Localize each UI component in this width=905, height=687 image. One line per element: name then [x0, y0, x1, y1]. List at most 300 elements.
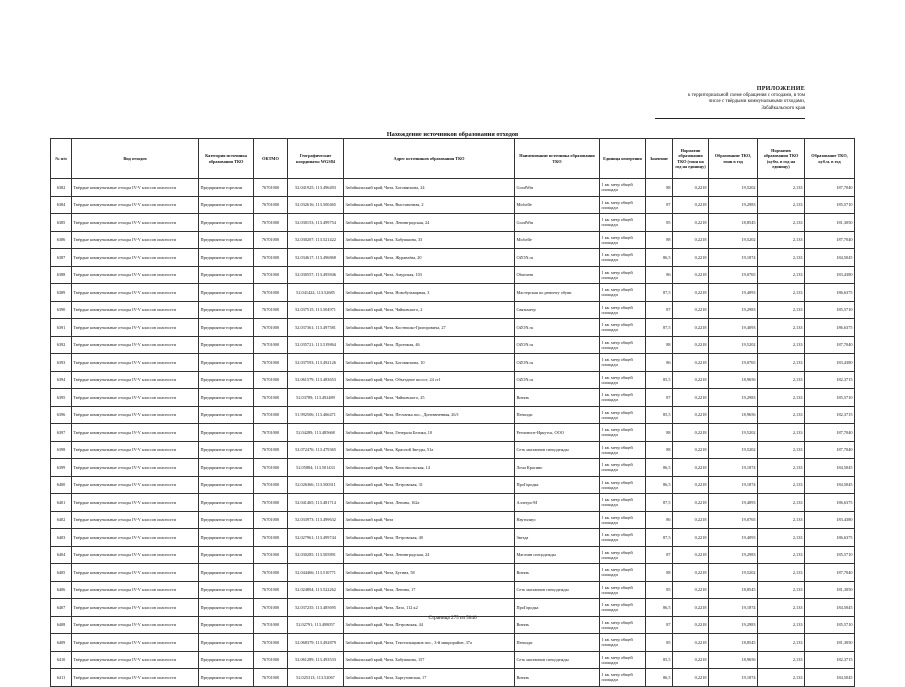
- cell-address: Забайкальский край, Чита, Костюшко-Григоровича, 27: [344, 319, 515, 337]
- cell-norm-cubic: 2,133: [758, 389, 805, 407]
- cell-oktmo-code: 76701000: [254, 389, 288, 407]
- cell-value: 88: [646, 231, 673, 249]
- cell-tons-per-year: 19,2983: [709, 301, 758, 319]
- cell-cubic-per-year: 186,6375: [805, 319, 855, 337]
- cell-norm-tons: 0,2218: [673, 301, 709, 319]
- cell-row-number: 6384: [51, 196, 72, 214]
- cell-unit: 1 кв. метр общей площади: [600, 266, 646, 284]
- cell-source-category: Предприятия торговли: [199, 179, 254, 197]
- cell-coordinates: 52.025313; 113.52067: [288, 669, 344, 687]
- cell-coordinates: 52.02791; 113.498057: [288, 616, 344, 634]
- cell-value: 85: [646, 581, 673, 599]
- waste-sources-table: [50, 138, 855, 687]
- table-row: [51, 459, 855, 477]
- cell-oktmo-code: 76701000: [254, 529, 288, 547]
- cell-value: 88: [646, 441, 673, 459]
- cell-norm-cubic: 2,133: [758, 599, 805, 617]
- cell-source-name: Витязь: [515, 389, 600, 407]
- table-header-row: [51, 139, 855, 179]
- cell-source-category: Предприятия торговли: [199, 669, 254, 687]
- cell-source-category: Предприятия торговли: [199, 581, 254, 599]
- cell-cubic-per-year: 187,7040: [805, 424, 855, 442]
- table-row: [51, 441, 855, 459]
- cell-source-category: Предприятия торговли: [199, 599, 254, 617]
- cell-norm-tons: 0,2218: [673, 336, 709, 354]
- cell-coordinates: 52.072476; 113.479365: [288, 441, 344, 459]
- table-row: [51, 651, 855, 669]
- cell-norm-tons: 0,2218: [673, 284, 709, 302]
- table-row: [51, 231, 855, 249]
- cell-cubic-per-year: 181,3050: [805, 581, 855, 599]
- cell-cubic-per-year: 183,4380: [805, 266, 855, 284]
- cell-source-category: Предприятия торговли: [199, 301, 254, 319]
- cell-norm-cubic: 2,133: [758, 651, 805, 669]
- cell-row-number: 6402: [51, 511, 72, 529]
- table-row: [51, 301, 855, 319]
- cell-unit: 1 кв. метр общей площади: [600, 336, 646, 354]
- cell-row-number: 6403: [51, 529, 72, 547]
- cell-norm-cubic: 2,133: [758, 529, 805, 547]
- cell-address: Забайкальский край, Чита, Богомягкова, 10: [344, 354, 515, 372]
- cell-tons-per-year: 19,5202: [709, 231, 758, 249]
- cell-cubic-per-year: 184,5045: [805, 459, 855, 477]
- cell-cubic-per-year: 186,6375: [805, 529, 855, 547]
- cell-cubic-per-year: 186,6375: [805, 284, 855, 302]
- cell-norm-tons: 0,2218: [673, 319, 709, 337]
- cell-oktmo-code: 76701000: [254, 546, 288, 564]
- cell-norm-tons: 0,2218: [673, 511, 709, 529]
- cell-tons-per-year: 18,8545: [709, 214, 758, 232]
- cell-source-category: Предприятия торговли: [199, 651, 254, 669]
- cell-oktmo-code: 76701000: [254, 424, 288, 442]
- cell-source-name: Пеналди: [515, 406, 600, 424]
- cell-oktmo-code: 76701000: [254, 354, 288, 372]
- cell-norm-tons: 0,2218: [673, 441, 709, 459]
- cell-cubic-per-year: 183,4380: [805, 354, 855, 372]
- cell-source-name: ПроГородка: [515, 476, 600, 494]
- cell-coordinates: 52.035721; 113.519864: [288, 336, 344, 354]
- cell-waste-type: Твёрдые коммунальные отходы IV-V классов опасности: [72, 301, 199, 319]
- cell-address: Забайкальский край, Чита, Петровская, 44: [344, 616, 515, 634]
- cell-tons-per-year: 18,8545: [709, 634, 758, 652]
- cell-coordinates: 52.027961; 113.499744: [288, 529, 344, 547]
- cell-source-category: Предприятия торговли: [199, 249, 254, 267]
- cell-source-name: Аллегро-М: [515, 494, 600, 512]
- cell-norm-tons: 0,2218: [673, 546, 709, 564]
- cell-cubic-per-year: 185,5710: [805, 546, 855, 564]
- cell-waste-type: Твёрдые коммунальные отходы IV-V классов опасности: [72, 179, 199, 197]
- table-row: [51, 284, 855, 302]
- cell-unit: 1 кв. метр общей площади: [600, 564, 646, 582]
- cell-cubic-per-year: 186,6375: [805, 494, 855, 512]
- cell-coordinates: 52.030285; 113.505891: [288, 546, 344, 564]
- cell-tons-per-year: 19,4093: [709, 284, 758, 302]
- cell-address: Забайкальский край, Чита, Новобульварная, 3: [344, 284, 515, 302]
- cell-tons-per-year: 19,2983: [709, 546, 758, 564]
- cell-norm-tons: 0,2218: [673, 581, 709, 599]
- cell-coordinates: 52.030153; 113.499754: [288, 214, 344, 232]
- cell-source-name: Регионопт-Иркутск, ООО: [515, 424, 600, 442]
- table-row: [51, 494, 855, 512]
- column-header: ОКТМО: [254, 139, 288, 179]
- cell-oktmo-code: 76701000: [254, 616, 288, 634]
- cell-value: 86: [646, 354, 673, 372]
- cell-waste-type: Твёрдые коммунальные отходы IV-V классов опасности: [72, 529, 199, 547]
- cell-address: Забайкальский край, Чита, Чайковского, 2: [344, 301, 515, 319]
- cell-cubic-per-year: 187,7040: [805, 179, 855, 197]
- cell-source-name: Сеть магазинов спецодежды: [515, 651, 600, 669]
- appendix-line: Забайкальского края: [761, 105, 805, 111]
- cell-oktmo-code: 76701000: [254, 651, 288, 669]
- cell-tons-per-year: 19,2983: [709, 196, 758, 214]
- cell-row-number: 6400: [51, 476, 72, 494]
- cell-oktmo-code: 76701000: [254, 564, 288, 582]
- cell-source-name: Michelle: [515, 231, 600, 249]
- cell-norm-cubic: 2,133: [758, 634, 805, 652]
- cell-norm-tons: 0,2218: [673, 406, 709, 424]
- cell-oktmo-code: 76701000: [254, 249, 288, 267]
- cell-coordinates: 52.05884; 113.501433: [288, 459, 344, 477]
- appendix-block: [605, 86, 805, 119]
- cell-norm-cubic: 2,133: [758, 441, 805, 459]
- cell-waste-type: Твёрдые коммунальные отходы IV-V классов опасности: [72, 424, 199, 442]
- cell-unit: 1 кв. метр общей площади: [600, 301, 646, 319]
- cell-waste-type: Твёрдые коммунальные отходы IV-V классов опасности: [72, 599, 199, 617]
- cell-coordinates: 52.041925; 113.496493: [288, 179, 344, 197]
- column-header: Образование ТКО, тонн в год: [709, 139, 758, 179]
- cell-coordinates: 52.034617; 113.496868: [288, 249, 344, 267]
- appendix-line: числе с твёрдыми коммунальными отходами,: [708, 99, 805, 104]
- cell-row-number: 6399: [51, 459, 72, 477]
- cell-address: Забайкальский край, Чита, Бабушкина, 33: [344, 231, 515, 249]
- cell-address: Забайкальский край, Чита, Ленинградская, 24: [344, 214, 515, 232]
- cell-value: 85: [646, 214, 673, 232]
- cell-source-category: Предприятия торговли: [199, 266, 254, 284]
- cell-coordinates: 52.030207; 113.521422: [288, 231, 344, 249]
- cell-cubic-per-year: 184,5045: [805, 599, 855, 617]
- cell-coordinates: 52.026366; 113.500311: [288, 476, 344, 494]
- cell-source-name: Магазин спецодежды: [515, 546, 600, 564]
- cell-source-name: Звезда: [515, 529, 600, 547]
- column-header: № п/п: [51, 139, 72, 179]
- cell-source-category: Предприятия торговли: [199, 284, 254, 302]
- cell-source-category: Предприятия торговли: [199, 319, 254, 337]
- cell-source-name: Сеть магазинов спецодежды: [515, 441, 600, 459]
- cell-value: 86,5: [646, 599, 673, 617]
- document-title: Нахождение источников образования отходов: [386, 131, 519, 138]
- cell-unit: 1 кв. метр общей площади: [600, 371, 646, 389]
- cell-address: Забайкальский край, Чита, Текстильщиков пос., 3-й микрорайон, 37а: [344, 634, 515, 652]
- cell-oktmo-code: 76701000: [254, 511, 288, 529]
- cell-norm-tons: 0,2218: [673, 424, 709, 442]
- cell-row-number: 6389: [51, 284, 72, 302]
- cell-tons-per-year: 19,0765: [709, 511, 758, 529]
- cell-tons-per-year: 19,0765: [709, 354, 758, 372]
- table-row: [51, 511, 855, 529]
- cell-norm-tons: 0,2218: [673, 651, 709, 669]
- cell-norm-tons: 0,2218: [673, 214, 709, 232]
- cell-waste-type: Твёрдые коммунальные отходы IV-V классов опасности: [72, 249, 199, 267]
- cell-source-name: Наутилиус: [515, 511, 600, 529]
- cell-unit: 1 кв. метр общей площади: [600, 581, 646, 599]
- cell-coordinates: 52.024804; 113.522262: [288, 581, 344, 599]
- cell-coordinates: 52.037235; 113.485695: [288, 599, 344, 617]
- cell-source-category: Предприятия торговли: [199, 564, 254, 582]
- cell-source-name: Мастерская по ремонту обуви: [515, 284, 600, 302]
- cell-address: Забайкальский край, Чита, Чайковского, 25: [344, 389, 515, 407]
- cell-unit: 1 кв. метр общей площади: [600, 599, 646, 617]
- appendix-rule: [655, 118, 805, 119]
- cell-waste-type: Твёрдые коммунальные отходы IV-V классов опасности: [72, 284, 199, 302]
- table-row: [51, 214, 855, 232]
- cell-coordinates: 52.068379; 113.492879: [288, 634, 344, 652]
- cell-oktmo-code: 76701000: [254, 266, 288, 284]
- cell-norm-cubic: 2,133: [758, 284, 805, 302]
- cell-norm-tons: 0,2218: [673, 599, 709, 617]
- cell-tons-per-year: 19,0765: [709, 266, 758, 284]
- cell-row-number: 6408: [51, 616, 72, 634]
- cell-value: 87: [646, 389, 673, 407]
- cell-norm-cubic: 2,133: [758, 424, 805, 442]
- cell-source-category: Предприятия торговли: [199, 231, 254, 249]
- cell-unit: 1 кв. метр общей площади: [600, 511, 646, 529]
- cell-row-number: 6386: [51, 231, 72, 249]
- cell-norm-cubic: 2,133: [758, 231, 805, 249]
- cell-tons-per-year: 19,5202: [709, 179, 758, 197]
- cell-address: Забайкальский край, Чита, Комсомольская, 14: [344, 459, 515, 477]
- table-row: [51, 599, 855, 617]
- cell-oktmo-code: 76701000: [254, 476, 288, 494]
- cell-address: Забайкальский край, Чита, Петровская, 31: [344, 476, 515, 494]
- cell-value: 85,5: [646, 651, 673, 669]
- cell-source-name: GoodWin: [515, 214, 600, 232]
- cell-source-name: Витязь: [515, 564, 600, 582]
- cell-coordinates: 52.044466; 113.510771: [288, 564, 344, 582]
- cell-address: Забайкальский край, Чита, Баргузинская, 17: [344, 669, 515, 687]
- cell-cubic-per-year: 185,5710: [805, 301, 855, 319]
- cell-norm-cubic: 2,133: [758, 616, 805, 634]
- cell-row-number: 6411: [51, 669, 72, 687]
- cell-tons-per-year: 19,5202: [709, 441, 758, 459]
- cell-tons-per-year: 18,9656: [709, 406, 758, 424]
- table-row: [51, 371, 855, 389]
- cell-source-category: Предприятия торговли: [199, 371, 254, 389]
- cell-address: Забайкальский край, Чита, Бабушкина, 157: [344, 651, 515, 669]
- cell-cubic-per-year: 185,5710: [805, 616, 855, 634]
- column-header: Категория источника образования ТКО: [199, 139, 254, 179]
- cell-tons-per-year: 19,2983: [709, 389, 758, 407]
- cell-coordinates: 52.041465; 113.481714: [288, 494, 344, 512]
- cell-unit: 1 кв. метр общей площади: [600, 249, 646, 267]
- cell-oktmo-code: 76701000: [254, 284, 288, 302]
- cell-value: 85: [646, 634, 673, 652]
- cell-tons-per-year: 19,1874: [709, 249, 758, 267]
- cell-source-category: Предприятия торговли: [199, 616, 254, 634]
- cell-row-number: 6409: [51, 634, 72, 652]
- cell-unit: 1 кв. метр общей площади: [600, 476, 646, 494]
- cell-cubic-per-year: 187,7040: [805, 336, 855, 354]
- cell-unit: 1 кв. метр общей площади: [600, 406, 646, 424]
- column-header: Норматив образования ТКО (тонн на год на единицу): [673, 139, 709, 179]
- cell-cubic-per-year: 183,4380: [805, 511, 855, 529]
- table-row: [51, 669, 855, 687]
- cell-row-number: 6394: [51, 371, 72, 389]
- cell-source-name: Obuvaem: [515, 266, 600, 284]
- column-header: Адрес источников образования ТКО: [344, 139, 515, 179]
- cell-address: Забайкальский край, Чита, Амурская, 103: [344, 266, 515, 284]
- cell-unit: 1 кв. метр общей площади: [600, 231, 646, 249]
- cell-value: 85,5: [646, 406, 673, 424]
- cell-address: Забайкальский край, Чита, Генерала Белика, 10: [344, 424, 515, 442]
- cell-tons-per-year: 18,9656: [709, 651, 758, 669]
- cell-norm-cubic: 2,133: [758, 354, 805, 372]
- cell-oktmo-code: 76701000: [254, 214, 288, 232]
- cell-waste-type: Твёрдые коммунальные отходы IV-V классов опасности: [72, 389, 199, 407]
- cell-norm-tons: 0,2218: [673, 249, 709, 267]
- cell-unit: 1 кв. метр общей площади: [600, 424, 646, 442]
- cell-address: Забайкальский край, Чита, Ленинградская, 24: [344, 546, 515, 564]
- cell-oktmo-code: 76701000: [254, 179, 288, 197]
- cell-waste-type: Твёрдые коммунальные отходы IV-V классов опасности: [72, 319, 199, 337]
- cell-source-category: Предприятия торговли: [199, 196, 254, 214]
- cell-source-name: Сеть магазинов спецодежды: [515, 581, 600, 599]
- cell-norm-tons: 0,2218: [673, 564, 709, 582]
- cell-tons-per-year: 19,5202: [709, 336, 758, 354]
- cell-oktmo-code: 76701000: [254, 634, 288, 652]
- cell-source-category: Предприятия торговли: [199, 406, 254, 424]
- cell-value: 87,5: [646, 494, 673, 512]
- cell-row-number: 6382: [51, 179, 72, 197]
- cell-tons-per-year: 19,4093: [709, 494, 758, 512]
- cell-oktmo-code: 76701000: [254, 459, 288, 477]
- cell-norm-cubic: 2,133: [758, 511, 805, 529]
- table-row: [51, 634, 855, 652]
- cell-norm-cubic: 2,133: [758, 249, 805, 267]
- cell-source-name: OZON.ru: [515, 371, 600, 389]
- cell-norm-tons: 0,2218: [673, 179, 709, 197]
- cell-waste-type: Твёрдые коммунальные отходы IV-V классов опасности: [72, 546, 199, 564]
- cell-source-category: Предприятия торговли: [199, 424, 254, 442]
- cell-unit: 1 кв. метр общей площади: [600, 441, 646, 459]
- cell-waste-type: Твёрдые коммунальные отходы IV-V классов опасности: [72, 511, 199, 529]
- cell-unit: 1 кв. метр общей площади: [600, 494, 646, 512]
- cell-value: 87,5: [646, 284, 673, 302]
- cell-unit: 1 кв. метр общей площади: [600, 284, 646, 302]
- cell-source-name: Лочи Красино: [515, 459, 600, 477]
- cell-address: Забайкальский край, Чита: [344, 511, 515, 529]
- cell-unit: 1 кв. метр общей площади: [600, 669, 646, 687]
- column-header: Географические координаты WGS84: [288, 139, 344, 179]
- cell-row-number: 6405: [51, 564, 72, 582]
- cell-oktmo-code: 76701000: [254, 441, 288, 459]
- cell-tons-per-year: 19,1874: [709, 599, 758, 617]
- cell-row-number: 6392: [51, 336, 72, 354]
- cell-coordinates: 51.992506; 113.466471: [288, 406, 344, 424]
- cell-norm-tons: 0,2218: [673, 476, 709, 494]
- cell-norm-tons: 0,2218: [673, 389, 709, 407]
- cell-source-category: Предприятия торговли: [199, 511, 254, 529]
- cell-cubic-per-year: 185,5710: [805, 196, 855, 214]
- cell-waste-type: Твёрдые коммунальные отходы IV-V классов опасности: [72, 651, 199, 669]
- cell-cubic-per-year: 181,3050: [805, 214, 855, 232]
- cell-unit: 1 кв. метр общей площади: [600, 546, 646, 564]
- cell-address: Забайкальский край, Чита, Объездное шоссе, 24 ст1: [344, 371, 515, 389]
- cell-row-number: 6396: [51, 406, 72, 424]
- column-header: Значение: [646, 139, 673, 179]
- cell-value: 88: [646, 424, 673, 442]
- cell-row-number: 6397: [51, 424, 72, 442]
- cell-value: 87,5: [646, 529, 673, 547]
- cell-value: 86,5: [646, 459, 673, 477]
- cell-unit: 1 кв. метр общей площади: [600, 179, 646, 197]
- cell-row-number: 6398: [51, 441, 72, 459]
- cell-source-name: Связьметр: [515, 301, 600, 319]
- cell-row-number: 6410: [51, 651, 72, 669]
- cell-row-number: 6404: [51, 546, 72, 564]
- cell-address: Забайкальский край, Чита, Красной Звезды, 51а: [344, 441, 515, 459]
- appendix-title: ПРИЛОЖЕНИЕ: [756, 86, 805, 92]
- cell-oktmo-code: 76701000: [254, 494, 288, 512]
- cell-oktmo-code: 76701000: [254, 669, 288, 687]
- cell-norm-cubic: 2,133: [758, 564, 805, 582]
- column-header: Вид отходов: [72, 139, 199, 179]
- table-row: [51, 529, 855, 547]
- column-header: Образование ТКО, куб.м. в год: [805, 139, 855, 179]
- cell-address: Забайкальский край, Чита, Лазо, 112 к2: [344, 599, 515, 617]
- cell-address: Забайкальский край, Чита, Бутина, 58: [344, 564, 515, 582]
- cell-unit: 1 кв. метр общей площади: [600, 634, 646, 652]
- table-row: [51, 336, 855, 354]
- cell-coordinates: 52.041422; 113.52685: [288, 284, 344, 302]
- cell-waste-type: Твёрдые коммунальные отходы IV-V классов опасности: [72, 564, 199, 582]
- cell-norm-cubic: 2,133: [758, 669, 805, 687]
- cell-waste-type: Твёрдые коммунальные отходы IV-V классов опасности: [72, 441, 199, 459]
- cell-source-category: Предприятия торговли: [199, 494, 254, 512]
- table-body: [51, 179, 855, 687]
- cell-cubic-per-year: 185,5710: [805, 389, 855, 407]
- cell-tons-per-year: 19,2983: [709, 616, 758, 634]
- cell-waste-type: Твёрдые коммунальные отходы IV-V классов опасности: [72, 336, 199, 354]
- cell-source-name: OZON.ru: [515, 336, 600, 354]
- cell-unit: 1 кв. метр общей площади: [600, 214, 646, 232]
- cell-tons-per-year: 18,8545: [709, 581, 758, 599]
- cell-row-number: 6393: [51, 354, 72, 372]
- cell-source-category: Предприятия торговли: [199, 476, 254, 494]
- cell-norm-tons: 0,2218: [673, 669, 709, 687]
- cell-coordinates: 52.061579; 113.483653: [288, 371, 344, 389]
- cell-unit: 1 кв. метр общей площади: [600, 529, 646, 547]
- cell-waste-type: Твёрдые коммунальные отходы IV-V классов опасности: [72, 581, 199, 599]
- table-row: [51, 389, 855, 407]
- cell-value: 87: [646, 616, 673, 634]
- table-row: [51, 424, 855, 442]
- cell-tons-per-year: 18,9656: [709, 371, 758, 389]
- cell-source-name: OZON.ru: [515, 354, 600, 372]
- cell-norm-tons: 0,2218: [673, 196, 709, 214]
- cell-row-number: 6407: [51, 599, 72, 617]
- cell-norm-tons: 0,2218: [673, 494, 709, 512]
- cell-value: 88: [646, 179, 673, 197]
- cell-row-number: 6388: [51, 266, 72, 284]
- table-row: [51, 179, 855, 197]
- cell-address: Забайкальский край, Чита, Богомягкова, 24: [344, 179, 515, 197]
- cell-coordinates: 52.037515; 113.504971: [288, 301, 344, 319]
- cell-tons-per-year: 19,4093: [709, 529, 758, 547]
- cell-norm-cubic: 2,133: [758, 196, 805, 214]
- appendix-line: к территориальной схеме обращения с отходами, в том: [688, 92, 805, 98]
- cell-row-number: 6395: [51, 389, 72, 407]
- cell-norm-tons: 0,2218: [673, 371, 709, 389]
